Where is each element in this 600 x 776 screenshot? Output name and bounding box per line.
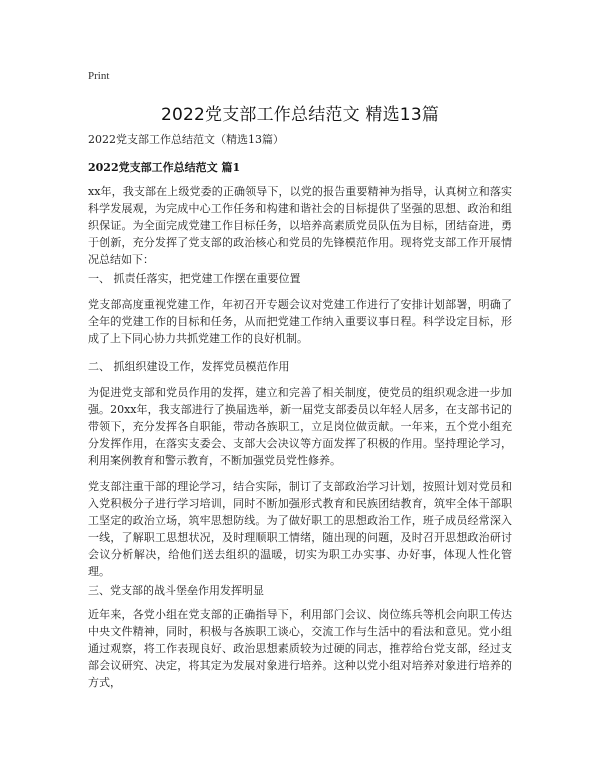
intro-paragraph: xx年，我支部在上级党委的正确领导下，以党的报告重要精神为指导，认真树立和落实科学发展观，为完成中心工作任务和构建和谐社会的目标提供了坚强的思想、政治和组织保证。为全面完成党建工作目标任务，以培养高素质党员队伍为目标，团结奋进，勇于创新，充分发挥了党支部的政治核心和党员的先锋模范作用。现将党支部工作开展情况总结如下： xyxy=(88,185,512,266)
paragraph-responsibility: 党支部高度重视党建工作，年初召开专题会议对党建工作进行了安排计划部署，明确了全年的党建工作的目标和任务，从而把党建工作纳入重要议事日程。科学设定目标，形成了上下同心协力共抓党建工作的良好机制。 xyxy=(88,298,512,345)
paragraph-organization: 为促进党支部和党员作用的发挥，建立和完善了相关制度，使党员的组织观念进一步加强。20xx年，我支部进行了换届选举，新一届党支部委员以年轻人居多，在支部书记的带领下，充分发挥各自职能，带动各族职工，立足岗位做贡献。一年来，五个党小组充分发挥作用，在落实支委会、支部大会决议等方面发挥了积极的作用。坚持理论学习，利用案例教育和警示教育，不断加强党员党性修养。 xyxy=(88,386,512,467)
document-subtitle: 2022党支部工作总结范文（精选13篇） xyxy=(88,133,284,146)
paragraph-bastion: 近年来，各党小组在党支部的正确指导下，利用部门会议、岗位练兵等机会向职工传达中央文件精神，同时，积极与各族职工谈心，交流工作与生活中的看法和意见。党小组通过观察，将工作表现良好、政治思想素质较为过硬的同志，推荐给台党支部，经过支部会议研究、决定，将其定为发展对象进行培养。这种以党小组对培养对象进行培养的方式， xyxy=(88,608,512,689)
print-link[interactable]: Print xyxy=(88,70,110,82)
heading-responsibility: 一、 抓责任落实，把党建工作摆在重要位置 xyxy=(88,272,301,285)
heading-bastion: 三、党支部的战斗堡垒作用发挥明显 xyxy=(88,584,264,597)
paragraph-study: 党支部注重干部的理论学习，结合实际，制订了支部政治学习计划，按照计划对党员和入党积极分子进行学习培训，同时不断加强形式教育和民族团结教育，筑牢全体干部职工坚定的政治立场，筑牢思想防线。为了做好职工的思想政治工作，班子成员经常深入一线，了解职工思想状况，及时理顺职工情绪，随出现的问题，及时召开思想政治研讨会议分析解决，给他们送去组织的温暖，切实为职工办实事、办好事，体现人性化管理。 xyxy=(88,480,512,578)
section-heading: 2022党支部工作总结范文 篇1 xyxy=(88,161,241,174)
document-title: 2022党支部工作总结范文 精选13篇 xyxy=(160,105,440,125)
heading-organization: 二、 抓组织建设工作，发挥党员模范作用 xyxy=(88,360,290,373)
